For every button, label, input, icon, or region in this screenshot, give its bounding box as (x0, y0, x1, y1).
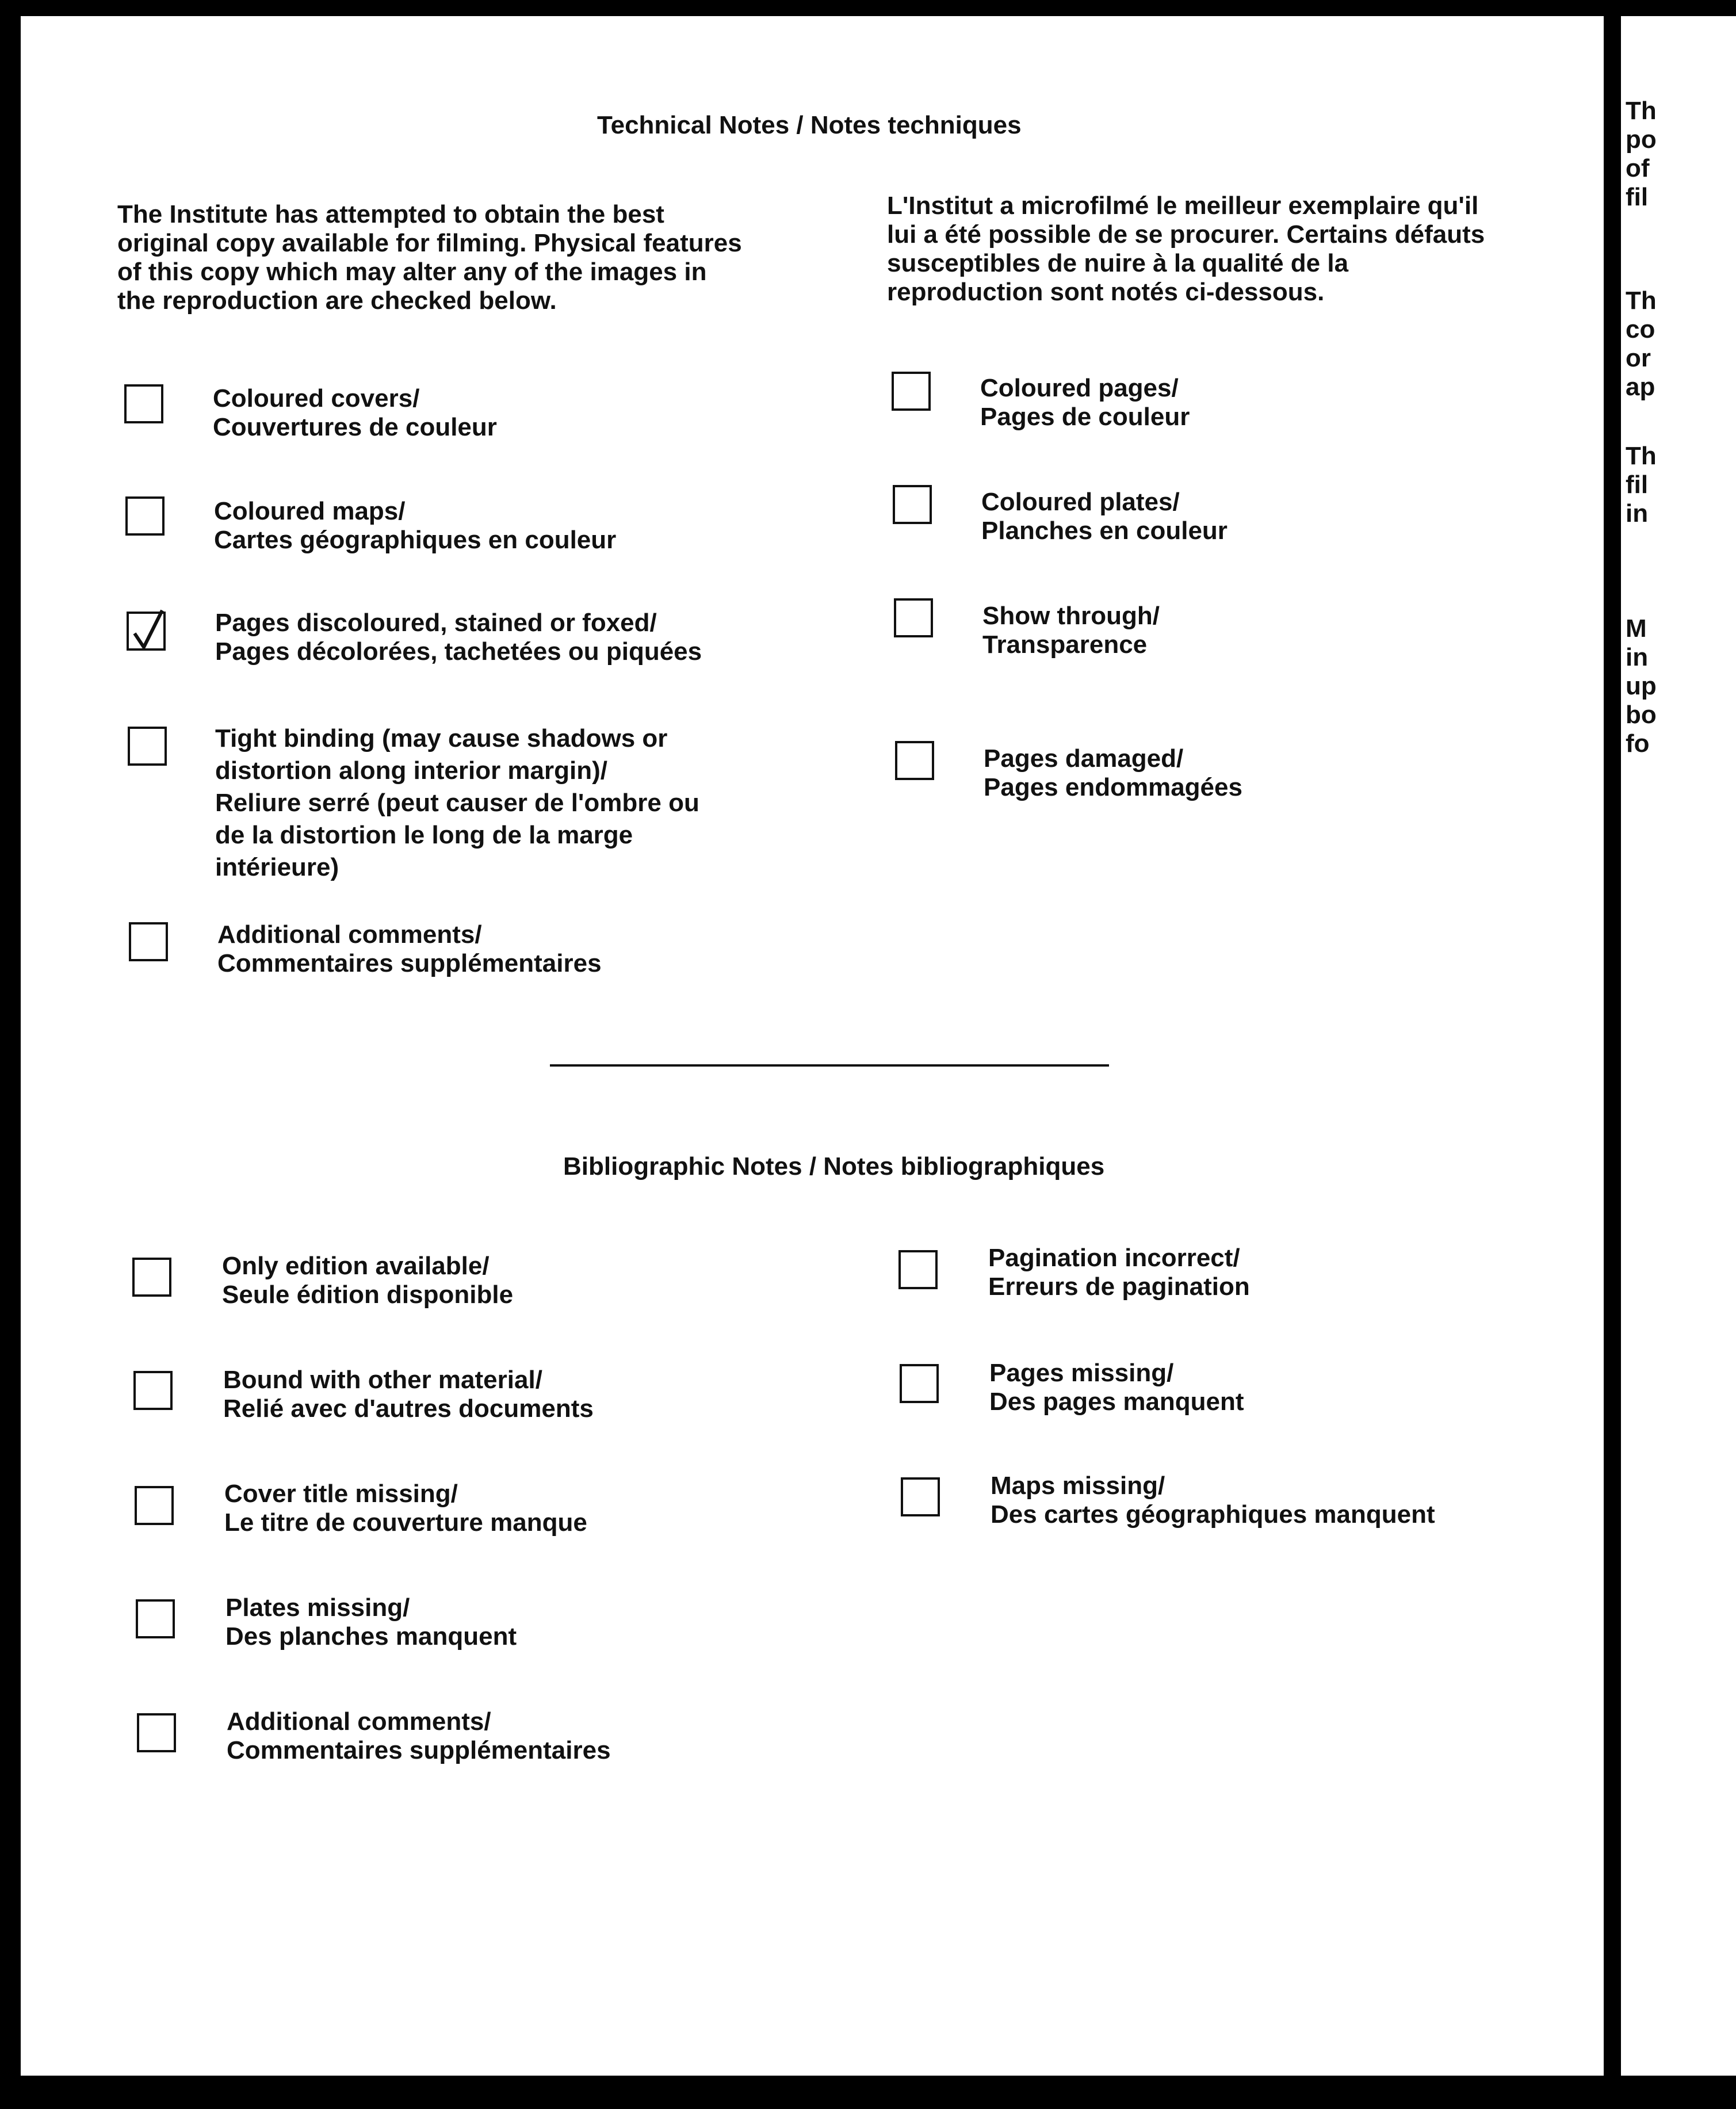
checkbox[interactable] (900, 1364, 939, 1403)
item-label-en: Additional comments/ (227, 1707, 491, 1736)
fragment-line: Th (1626, 286, 1657, 315)
item-label-en: Coloured plates/ (981, 488, 1180, 516)
item-label-fr: Pages de couleur (980, 403, 1190, 431)
checkbox[interactable] (898, 1250, 938, 1289)
checkbox[interactable] (901, 1477, 940, 1516)
item-label-fr: Seule édition disponible (222, 1281, 514, 1309)
item-label-fr: Le titre de couverture manque (224, 1508, 587, 1537)
fragment-line: fo (1626, 729, 1650, 758)
item-label-fr: Commentaires supplémentaires (217, 949, 602, 977)
checkbox[interactable] (129, 922, 168, 961)
item-label-en: Show through/ (982, 602, 1160, 630)
checkbox[interactable] (133, 1371, 173, 1410)
checkbox[interactable] (894, 598, 933, 637)
checkbox[interactable] (895, 741, 934, 780)
item-label-fr: Pages décolorées, tachetées ou piquées (215, 637, 702, 666)
item-label-fr: Des cartes géographiques manquent (991, 1500, 1435, 1529)
fragment-line: co (1626, 315, 1655, 343)
technical-intro-french: L'Institut a microfilmé le meilleur exemplaire qu'il lui a été possible de se procurer. Certains défauts susceptibles de nuire à la qualité de la reproduction sont notés ci-dessous. (887, 192, 1485, 306)
item-label-en: Maps missing/ (991, 1472, 1165, 1500)
technical-intro-english: The Institute has attempted to obtain the best original copy available for filming. Physical features of this copy which may alter any of the images in the reproduction are checked below. (117, 200, 742, 315)
fragment-line: in (1626, 643, 1649, 671)
fragment-line: Th (1626, 442, 1657, 470)
checkbox[interactable] (128, 727, 167, 766)
fragment-line: fil (1626, 471, 1649, 499)
checkbox[interactable] (124, 384, 163, 423)
item-label-en: Pages discoloured, stained or foxed/ (215, 609, 657, 637)
item-label-fr: Couvertures de couleur (213, 413, 497, 441)
item-label-en: Cover title missing/ (224, 1480, 458, 1508)
item-label-fr: Pages endommagées (984, 773, 1242, 801)
fragment-line: ap (1626, 373, 1655, 401)
item-label-en: Plates missing/ (225, 1594, 410, 1622)
fragment-line: fil (1626, 183, 1649, 211)
checkbox[interactable] (132, 1258, 171, 1297)
checkmark-icon (131, 608, 166, 654)
fragment-line: Th (1626, 97, 1657, 125)
fragment-line: or (1626, 344, 1651, 372)
item-label-fr: Des planches manquent (225, 1622, 517, 1650)
item-label-en: Pages damaged/ (984, 744, 1184, 773)
item-label-en: Tight binding (may cause shadows or distortion along interior margin)/ (215, 724, 668, 785)
document-page (21, 16, 1604, 2076)
item-label-en: Coloured maps/ (214, 497, 406, 525)
section-divider (550, 1064, 1109, 1067)
item-label-fr: Des pages manquent (989, 1388, 1244, 1416)
item-label-fr: Cartes géographiques en couleur (214, 526, 617, 554)
item-label-en: Coloured pages/ (980, 374, 1179, 402)
item-label-fr: Commentaires supplémentaires (227, 1736, 611, 1764)
item-label-en: Only edition available/ (222, 1252, 490, 1280)
checkbox[interactable] (136, 1599, 175, 1638)
checkbox-checked[interactable] (127, 612, 166, 651)
checkbox[interactable] (135, 1486, 174, 1525)
item-label-en: Pagination incorrect/ (988, 1244, 1240, 1272)
fragment-line: in (1626, 499, 1649, 528)
item-label-en: Coloured covers/ (213, 384, 420, 412)
checkbox[interactable] (137, 1713, 176, 1752)
item-label-fr: Planches en couleur (981, 517, 1228, 545)
technical-notes-heading: Technical Notes / Notes techniques (597, 111, 1022, 139)
checkbox[interactable] (125, 496, 165, 536)
item-label-fr: Erreurs de pagination (988, 1273, 1250, 1301)
item-label-en: Bound with other material/ (223, 1366, 542, 1394)
fragment-line: of (1626, 154, 1650, 182)
fragment-line: M (1626, 614, 1647, 643)
fragment-line: up (1626, 672, 1657, 700)
fragment-line: bo (1626, 701, 1657, 729)
item-label-en: Pages missing/ (989, 1359, 1174, 1387)
bibliographic-notes-heading: Bibliographic Notes / Notes bibliographiques (563, 1152, 1105, 1180)
checkbox[interactable] (893, 485, 932, 524)
item-label-fr: Reliure serré (peut causer de l'ombre ou de la distortion le long de la marge intérieure) (215, 789, 699, 881)
checkbox[interactable] (892, 372, 931, 411)
adjacent-page-fragment (1621, 16, 1736, 2076)
item-label-en: Additional comments/ (217, 920, 482, 949)
item-label-fr: Relié avec d'autres documents (223, 1394, 594, 1423)
fragment-line: po (1626, 125, 1657, 154)
item-label-fr: Transparence (982, 631, 1148, 659)
